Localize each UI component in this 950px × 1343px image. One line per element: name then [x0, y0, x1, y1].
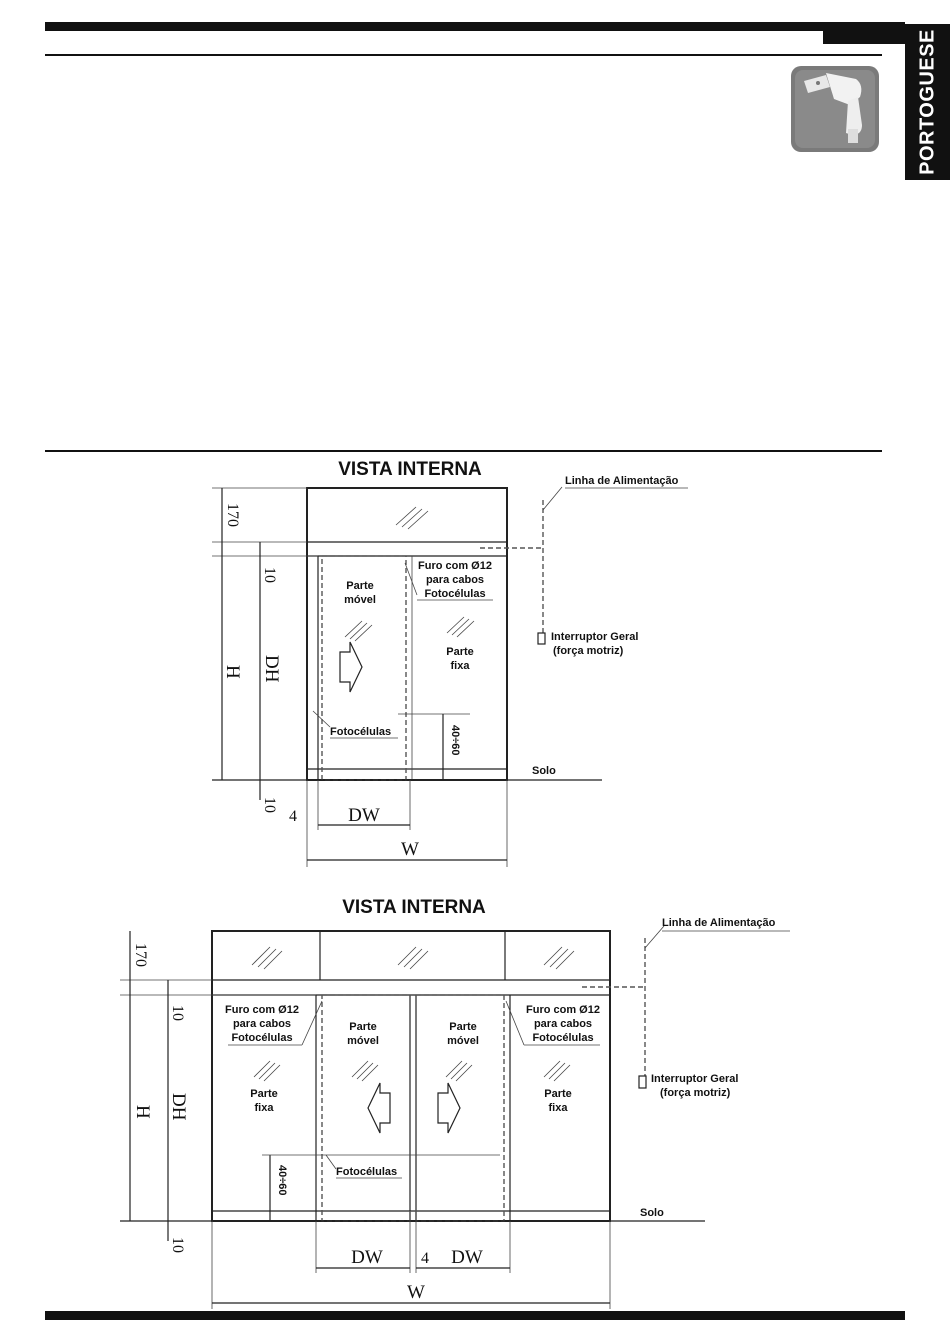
dim-offset: 4: [421, 1250, 429, 1267]
label-fixed-part-left: Parte: [250, 1088, 278, 1100]
label-hole-right-2: para cabos: [533, 1018, 593, 1030]
dim-width: W: [407, 1282, 425, 1303]
footer-bar: [45, 1311, 905, 1320]
label-fixed-part-left-2: fixa: [254, 1102, 274, 1114]
header-bar: [45, 22, 882, 31]
label-moving-part-right: Parte: [449, 1021, 477, 1033]
dim-width: W: [401, 839, 419, 860]
arrow-right-icon: [438, 1083, 460, 1133]
label-hole-left-3: Fotocélulas: [231, 1032, 293, 1044]
section-rule: [45, 450, 882, 452]
label-moving-part-2: móvel: [344, 594, 376, 606]
label-fixed-part-right: Parte: [544, 1088, 572, 1100]
dim-sensor: 40÷60: [449, 725, 461, 756]
label-hole-right-3: Fotocélulas: [532, 1032, 594, 1044]
language-tab: [905, 24, 950, 180]
dim-gap-bottom: 10: [169, 1237, 186, 1253]
arrow-left-icon: [368, 1083, 390, 1133]
switch-box: [639, 1076, 646, 1088]
label-floor: Solo: [532, 765, 556, 777]
label-fixed-part-2: fixa: [450, 660, 470, 672]
dim-gap-top: 10: [261, 567, 278, 583]
label-photocells: Fotocélulas: [330, 726, 392, 738]
dim-door-width-left: DW: [351, 1247, 383, 1268]
label-fixed-part-right-2: fixa: [548, 1102, 568, 1114]
dim-door-height: DH: [168, 1093, 189, 1121]
switch-box: [538, 633, 545, 644]
label-switch-2: (força motriz): [553, 645, 624, 657]
dim-height: H: [132, 1105, 153, 1119]
header-rule: [45, 54, 882, 56]
label-switch: Interruptor Geral: [551, 631, 639, 643]
label-power-line: Linha de Alimentação: [565, 475, 679, 487]
label-hole-2: para cabos: [425, 574, 485, 586]
frame-outline: [212, 931, 610, 1221]
label-photocells: Fotocélulas: [336, 1166, 398, 1178]
dim-gap-top: 10: [169, 1005, 186, 1021]
dim-door-width: DW: [348, 805, 380, 826]
diagram-title: VISTA INTERNA: [342, 897, 486, 918]
label-hole-left: Furo com Ø12: [225, 1004, 299, 1016]
label-switch: Interruptor Geral: [651, 1073, 739, 1085]
single-door-diagram: [0, 455, 950, 875]
dim-offset: 4: [289, 808, 297, 825]
label-hole-3: Fotocélulas: [424, 588, 486, 600]
dim-door-height: DH: [261, 655, 282, 683]
double-door-diagram: [0, 893, 950, 1311]
label-moving-part-right-2: móvel: [447, 1035, 479, 1047]
label-moving-part: Parte: [346, 580, 374, 592]
arrow-right-icon: [340, 642, 362, 692]
label-moving-part-left: Parte: [349, 1021, 377, 1033]
dim-door-width-right: DW: [451, 1247, 483, 1268]
label-fixed-part: Parte: [446, 646, 474, 658]
dim-top: 170: [224, 503, 241, 527]
drill-icon: [790, 65, 880, 153]
label-power-line: Linha de Alimentação: [662, 917, 776, 929]
dim-top: 170: [132, 943, 149, 967]
dim-sensor: 40÷60: [276, 1165, 288, 1196]
dim-height: H: [222, 665, 243, 679]
label-hole: Furo com Ø12: [418, 560, 492, 572]
label-moving-part-left-2: móvel: [347, 1035, 379, 1047]
label-floor: Solo: [640, 1207, 664, 1219]
label-switch-2: (força motriz): [660, 1087, 731, 1099]
diagram-title: VISTA INTERNA: [338, 459, 482, 480]
language-tab-label: PORTOGUESE: [916, 29, 938, 175]
label-hole-left-2: para cabos: [232, 1018, 292, 1030]
label-hole-right: Furo com Ø12: [526, 1004, 600, 1016]
header-bar-tab: [823, 22, 905, 44]
dim-gap-bottom: 10: [261, 797, 278, 813]
